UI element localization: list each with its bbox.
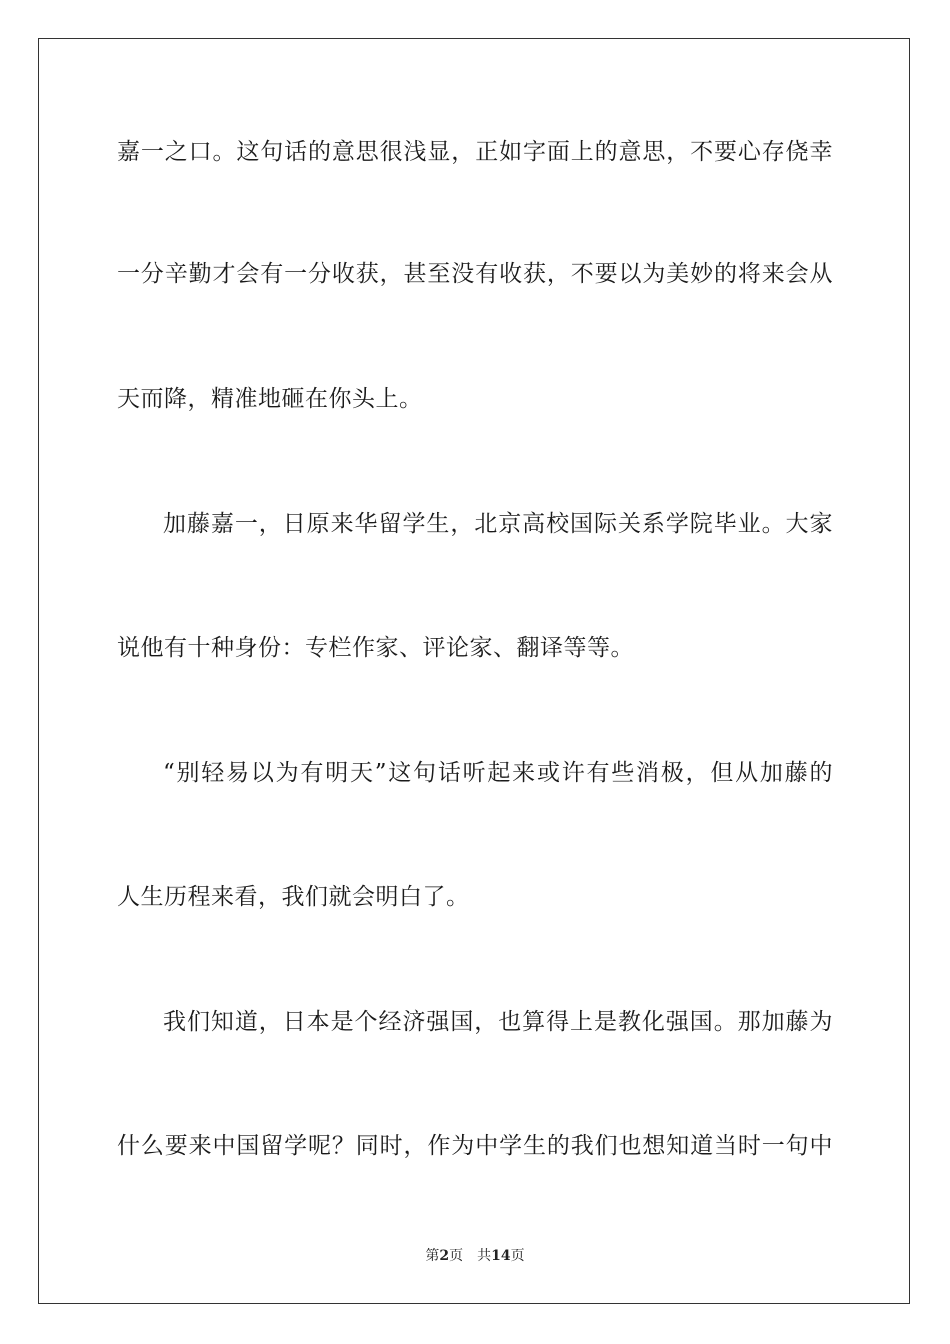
body-line-7: 人生历程来看，我们就会明白了。 xyxy=(117,884,470,910)
page-footer xyxy=(0,1247,950,1265)
body-line-9: 什么要来中国留学呢？同时，作为中学生的我们也想知道当时一句中 xyxy=(117,1133,833,1159)
body-line-6: “别轻易以为有明天”这句话听起来或许有些消极，但从加藤的 xyxy=(163,760,833,786)
footer-page-unit: 页 xyxy=(449,1248,464,1264)
footer-page-prefix: 第 xyxy=(425,1248,440,1264)
footer-page-current: 2 xyxy=(439,1248,450,1264)
footer-total-unit: 页 xyxy=(510,1248,525,1264)
body-line-8: 我们知道，日本是个经济强国，也算得上是教化强国。那加藤为 xyxy=(163,1009,833,1035)
body-line-1: 嘉一之口。这句话的意思很浅显，正如字面上的意思，不要心存侥幸 xyxy=(117,139,833,165)
body-line-3: 天而降，精准地砸在你头上。 xyxy=(117,386,423,412)
footer-page-total: 14 xyxy=(491,1248,511,1264)
body-line-4: 加藤嘉一，日原来华留学生，北京高校国际关系学院毕业。大家 xyxy=(163,511,833,537)
footer-total-prefix: 共 xyxy=(477,1248,492,1264)
body-line-2: 一分辛勤才会有一分收获，甚至没有收获，不要以为美妙的将来会从 xyxy=(117,261,833,287)
body-line-5: 说他有十种身份：专栏作家、评论家、翻译等等。 xyxy=(117,635,634,661)
page-border xyxy=(38,38,910,1304)
